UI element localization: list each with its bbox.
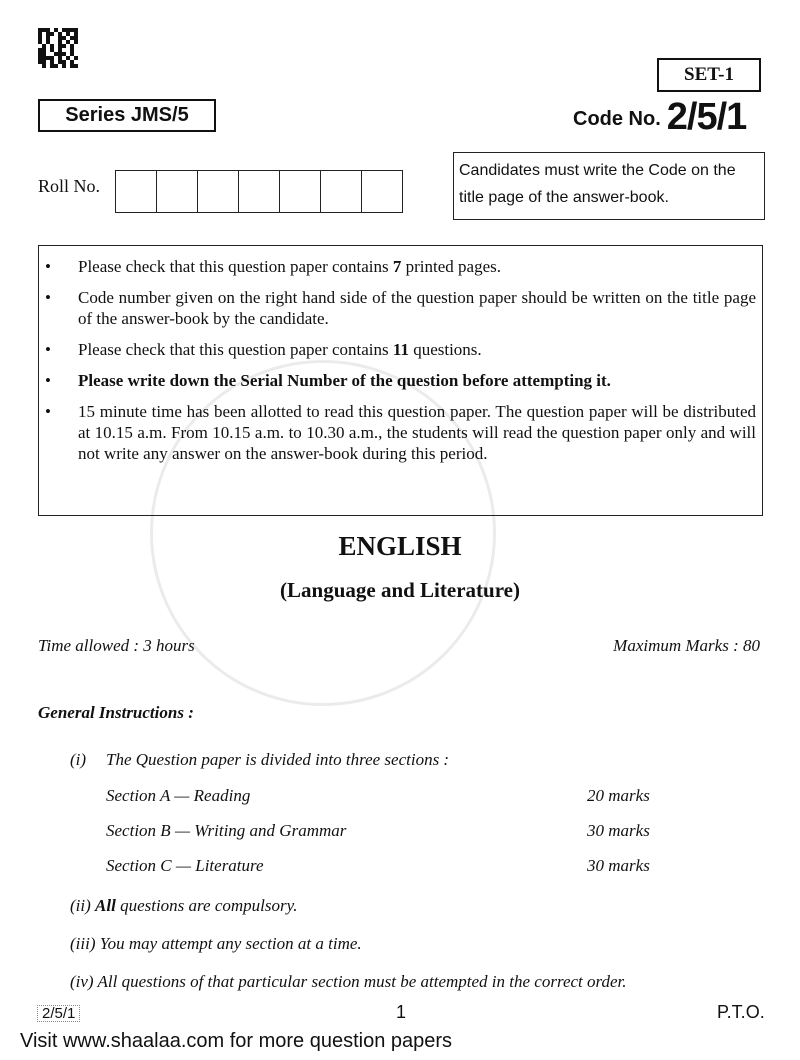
- visit-link[interactable]: Visit www.shaalaa.com for more question papers: [20, 1030, 453, 1052]
- instruction-text-bold: 7: [392, 257, 402, 276]
- section-c-name: Section C — Literature: [106, 856, 264, 875]
- qr-code-icon: [38, 28, 78, 68]
- instruction-item: [39, 339, 756, 360]
- general-instructions-heading: General Instructions :: [38, 703, 194, 722]
- instruction-item: [39, 401, 756, 464]
- section-a-marks: 20 marks: [587, 786, 650, 805]
- instruction-text-bold: 11: [392, 340, 409, 359]
- subject-title: ENGLISH: [338, 531, 462, 561]
- instruction-text-pre: Please check that this question paper contains: [78, 257, 393, 276]
- section-a-name: Section A — Reading: [106, 786, 251, 805]
- subject-subtitle: (Language and Literature): [280, 578, 520, 602]
- code-value: 2/5/1: [666, 96, 747, 138]
- series-badge: Series JMS/5: [38, 99, 216, 132]
- instruction-text-pre: Code number given on the right hand side of the question paper should be written on the title page of the answer-book by the candidate.: [78, 288, 756, 328]
- page-number: 1: [396, 1002, 407, 1022]
- roll-number-box[interactable]: [280, 171, 321, 212]
- instruction-text-pre: 15 minute time has been allotted to read this question paper. The question paper will be distributed at 10.15 a.m. From 10.15 a.m. to 10.30 a.m., the students will read the question paper only and will not write any answer on the answer-book during this period.: [78, 402, 756, 463]
- roll-number-box[interactable]: [362, 171, 402, 212]
- pto-label: P.T.O.: [717, 1002, 765, 1022]
- time-allowed: Time allowed : 3 hours: [38, 636, 195, 655]
- code-number: [573, 96, 746, 139]
- code-label: Code No.: [573, 108, 661, 130]
- instruction-text-post: printed pages.: [401, 257, 501, 276]
- item-iii: (iii) You may attempt any section at a time.: [70, 934, 362, 953]
- roll-number-box[interactable]: [198, 171, 239, 212]
- item-ii-text: questions are compulsory.: [115, 896, 298, 915]
- section-b-name: Section B — Writing and Grammar: [106, 821, 347, 840]
- instruction-item: [39, 370, 756, 391]
- roll-number-boxes: [115, 170, 403, 213]
- section-c-marks: 30 marks: [587, 856, 650, 875]
- set-badge: SET-1: [657, 58, 761, 92]
- instructions-box: [38, 245, 763, 516]
- item-i-number: (i): [70, 750, 87, 769]
- instruction-text-pre: Please check that this question paper contains: [78, 340, 393, 359]
- roll-number-box[interactable]: [239, 171, 280, 212]
- candidates-note: Candidates must write the Code on the title page of the answer-book.: [453, 152, 765, 220]
- section-b-marks: 30 marks: [587, 821, 650, 840]
- item-i-text: The Question paper is divided into three sections :: [106, 750, 450, 769]
- instruction-text-post: questions.: [408, 340, 482, 359]
- roll-number-box[interactable]: [157, 171, 198, 212]
- item-ii: [70, 896, 297, 916]
- instruction-text-bold: Please write down the Serial Number of the question before attempting it.: [78, 371, 611, 390]
- instruction-item: [39, 287, 756, 329]
- roll-number-box[interactable]: [116, 171, 157, 212]
- item-iv: (iv) All questions of that particular section must be attempted in the correct order.: [70, 972, 627, 991]
- roll-label: Roll No.: [38, 176, 101, 196]
- item-ii-number: (ii): [70, 896, 91, 915]
- roll-number-box[interactable]: [321, 171, 362, 212]
- maximum-marks: Maximum Marks : 80: [613, 636, 760, 655]
- instruction-item: [39, 256, 756, 277]
- item-ii-bold: All: [95, 896, 116, 915]
- footer-code: 2/5/1: [37, 1005, 80, 1022]
